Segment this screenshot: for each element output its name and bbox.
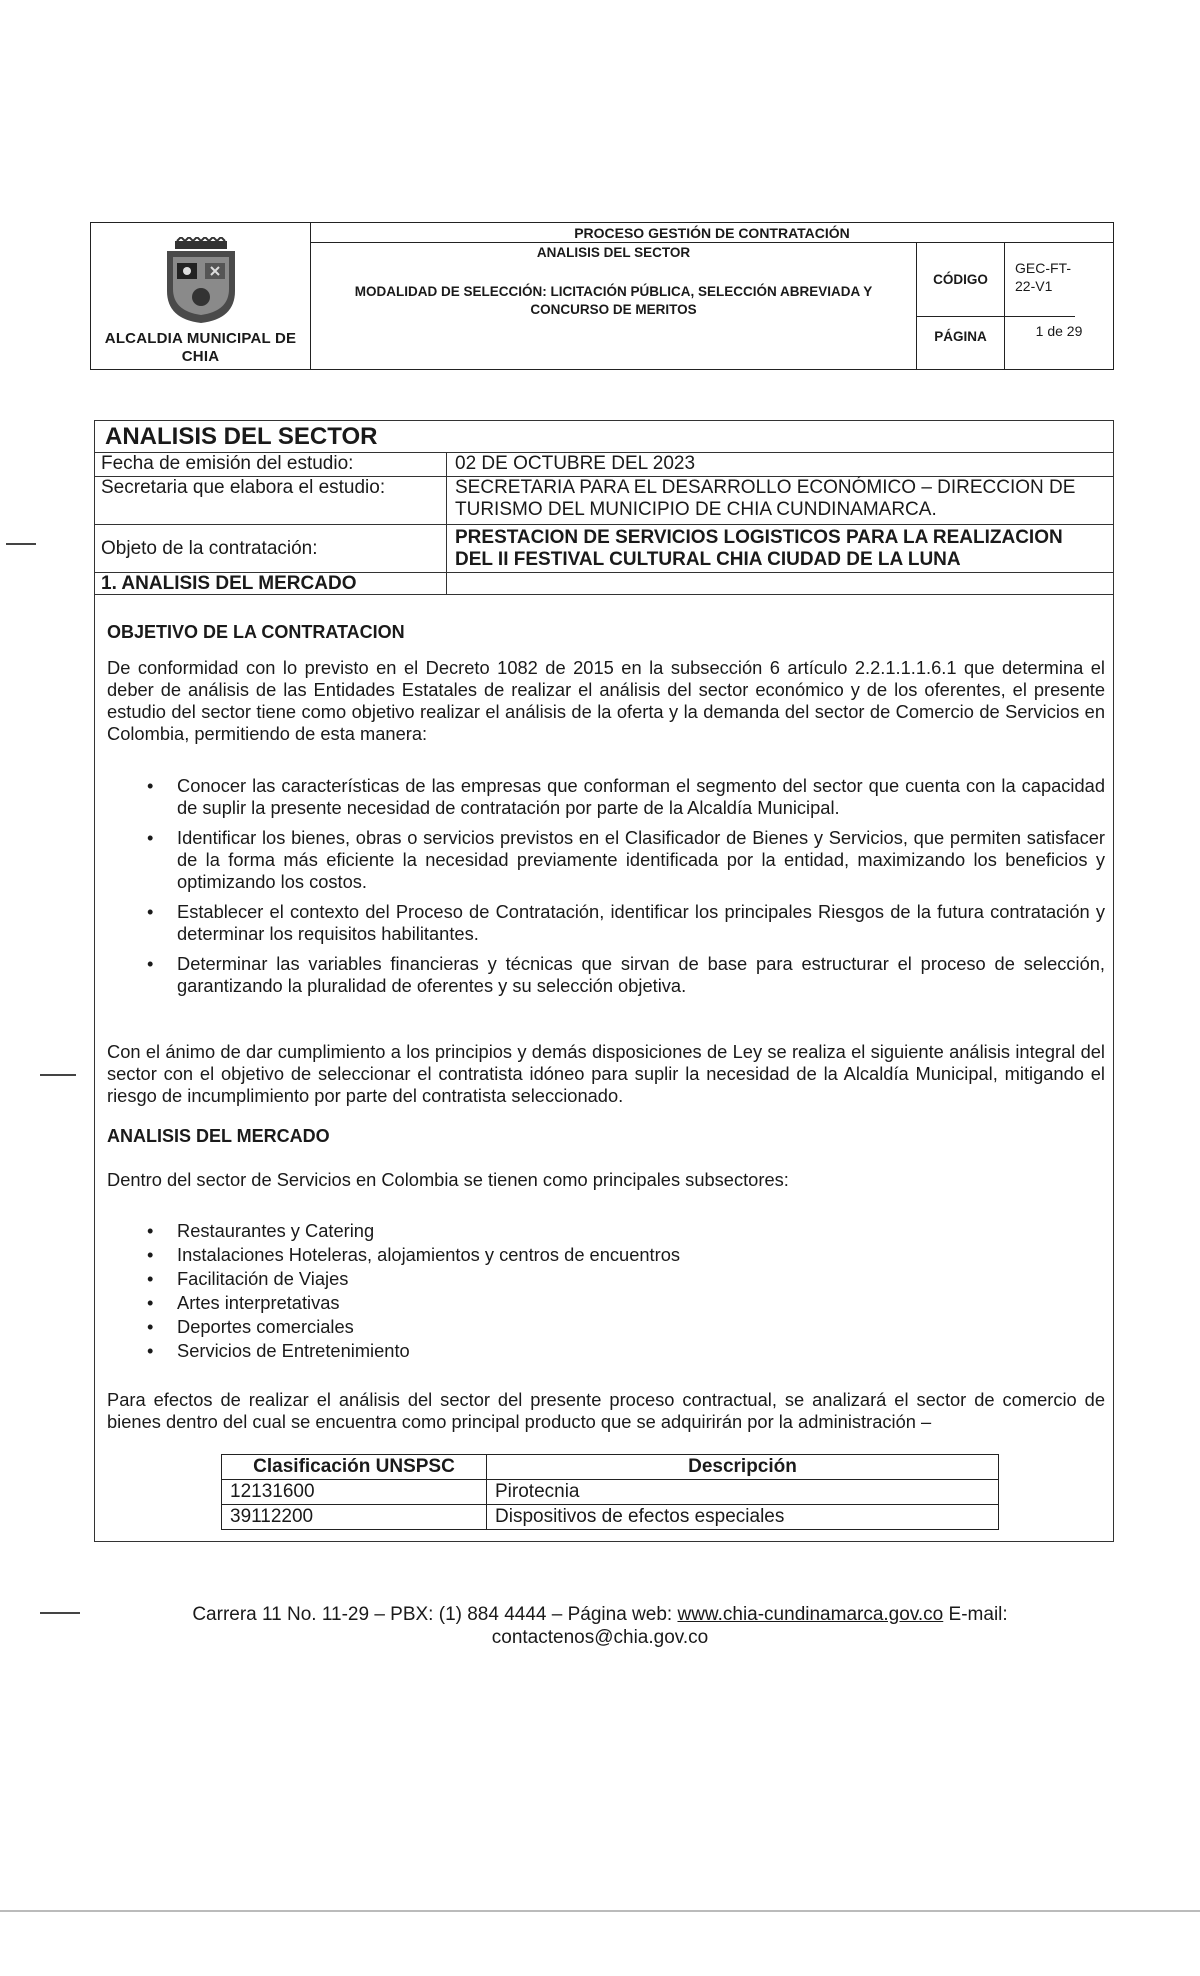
subsector-list	[107, 1219, 1105, 1363]
info-label: Fecha de emisión del estudio:	[95, 453, 447, 476]
market-heading: ANALISIS DEL MERCADO	[107, 1126, 330, 1146]
list-item: • Establecer el contexto del Proceso de Contratación, identificar los principales Riesgos de la futura contratación y determinar los requisitos habilitantes.	[147, 901, 1105, 944]
table-header-row	[222, 1455, 999, 1480]
code-label: CÓDIGO	[917, 243, 1005, 317]
header-section: ANALISIS DEL SECTOR	[536, 245, 691, 260]
table-row	[222, 1505, 999, 1530]
info-value: PRESTACION DE SERVICIOS LOGISTICOS PARA LA REALIZACION DEL II FESTIVAL CULTURAL CHIA CIUDAD DE LA LUNA	[455, 527, 1063, 570]
unspsc-description: Pirotecnia	[487, 1480, 999, 1505]
unspsc-table	[221, 1454, 999, 1530]
document-header	[90, 222, 1114, 370]
market-intro: Dentro del sector de Servicios en Colombia se tienen como principales subsectores:	[107, 1169, 789, 1190]
page-value: 1 de 29	[1035, 323, 1083, 339]
email-label: E-mail:	[948, 1604, 1008, 1625]
website-link[interactable]: www.chia-cundinamarca.gov.co	[677, 1604, 944, 1625]
column-header: Descripción	[487, 1455, 999, 1480]
info-row-objeto	[95, 525, 1113, 573]
list-item: • Determinar las variables financieras y técnicas que sirvan de base para estructurar el proceso de selección, garantizando la pluralidad de oferentes y su selección objetiva.	[147, 953, 1105, 996]
coat-of-arms-icon	[159, 237, 243, 325]
list-item: • Instalaciones Hoteleras, alojamientos y centros de encuentros	[147, 1244, 681, 1265]
page-footer	[0, 1603, 1200, 1649]
info-value: 02 DE OCTUBRE DEL 2023	[455, 453, 696, 474]
info-row-secretaria	[95, 477, 1113, 525]
list-item: • Facilitación de Viajes	[147, 1268, 349, 1289]
objective-intro: De conformidad con lo previsto en el Decreto 1082 de 2015 en la subsección 6 artículo 2.2.1.1.1.6.1 que determina el deber de análisis de las Entidades Estatales de realizar el análisis del sector económico y de los oferentes, el presente estudio del sector tiene como objetivo realizar el análisis de la oferta y la demanda del sector de Comercio de Servicios en Colombia, permitiendo de esta manera:	[107, 657, 1105, 744]
scan-mark	[6, 543, 36, 545]
info-label: Objeto de la contratación:	[95, 525, 447, 572]
list-item: • Artes interpretativas	[147, 1292, 340, 1313]
scan-mark	[40, 1612, 80, 1614]
page-edge	[0, 1910, 1200, 1912]
market-analysis: Para efectos de realizar el análisis del sector del presente proceso contractual, se analizará el sector de comercio de bienes dentro del cual se encuentra como principal producto que se adquirirán por la administración –	[107, 1389, 1105, 1432]
process-title: PROCESO GESTIÓN DE CONTRATACIÓN	[311, 223, 1113, 243]
footer-address: Carrera 11 No. 11-29 – PBX: (1) 884 4444 – Página web:	[192, 1604, 673, 1625]
info-label: Secretaria que elabora el estudio:	[95, 477, 447, 524]
entity-name: ALCALDIA MUNICIPAL DE CHIA	[104, 330, 297, 365]
info-value: SECRETARIA PARA EL DESARROLLO ECONÓMICO – DIRECCION DE TURISMO DEL MUNICIPIO DE CHIA CUNDINAMARCA.	[455, 477, 1076, 520]
unspsc-code: 39112200	[222, 1505, 487, 1530]
unspsc-description: Dispositivos de efectos especiales	[487, 1505, 999, 1530]
footer-line-1	[0, 1603, 1200, 1626]
list-item: • Identificar los bienes, obras o servicios previstos en el Clasificador de Bienes y Servicios, que permiten satisfacer de la forma más eficiente la necesidad previamente identificada por la entidad, maximizando los beneficios y optimizando los costos.	[147, 827, 1105, 892]
logo-cell	[91, 223, 311, 369]
section-row	[95, 573, 1113, 595]
list-item: • Restaurantes y Catering	[147, 1220, 375, 1241]
list-item: • Deportes comerciales	[147, 1316, 354, 1337]
table-row	[222, 1480, 999, 1505]
list-item: • Servicios de Entretenimiento	[147, 1340, 410, 1361]
info-row-date	[95, 453, 1113, 477]
scan-mark	[40, 1074, 76, 1076]
section-title: 1. ANALISIS DEL MERCADO	[95, 573, 447, 594]
list-item: • Conocer las características de las empresas que conforman el segmento del sector que cuenta con la capacidad de suplir la presente necesidad de contratación por parte de la Alcaldía Municipal.	[147, 775, 1105, 818]
unspsc-code: 12131600	[222, 1480, 487, 1505]
objective-closing: Con el ánimo de dar cumplimiento a los principios y demás disposiciones de Ley se realiza el siguiente análisis integral del sector con el objetivo de seleccionar el contratista idóneo para suplir la necesidad de la Alcaldía Municipal, mitigando el riesgo de incumplimiento por parte del contratista seleccionado.	[107, 1041, 1105, 1106]
footer-email[interactable]: contactenos@chia.gov.co	[491, 1627, 709, 1648]
selection-modality: MODALIDAD DE SELECCIÓN: LICITACIÓN PÚBLICA, SELECCIÓN ABREVIADA Y CONCURSO DE MERITOS	[354, 284, 873, 317]
page-label: PÁGINA	[917, 317, 1005, 369]
objective-heading: OBJETIVO DE LA CONTRATACION	[107, 622, 405, 642]
study-frame	[94, 420, 1114, 1542]
code-value: GEC-FT-22-V1	[1005, 243, 1075, 317]
objective-list	[107, 775, 1105, 997]
header-middle	[311, 243, 917, 369]
study-title: ANALISIS DEL SECTOR	[95, 421, 1113, 453]
column-header: Clasificación UNSPSC	[222, 1455, 487, 1480]
